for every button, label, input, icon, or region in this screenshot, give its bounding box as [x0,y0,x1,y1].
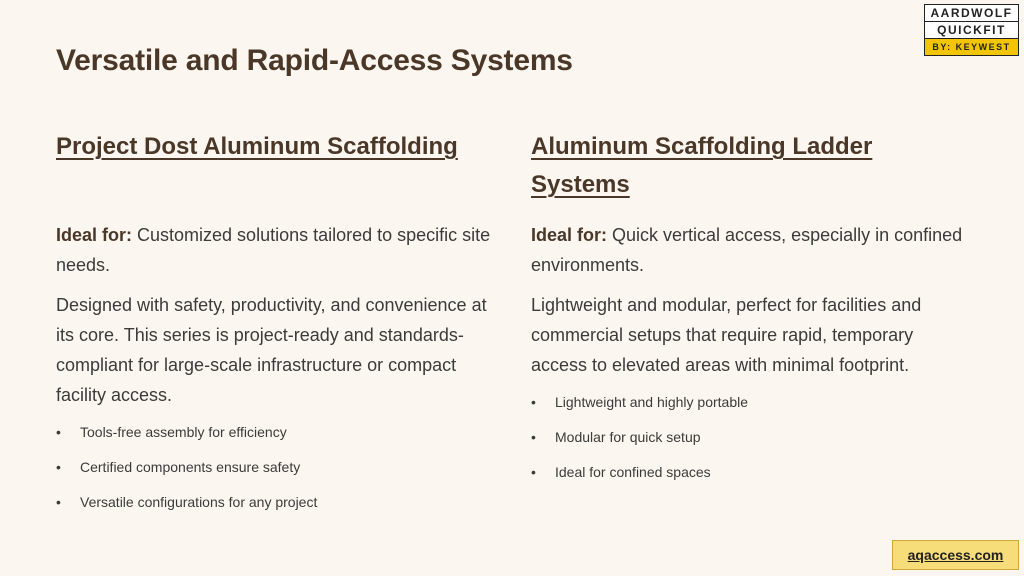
list-item-text: Ideal for confined spaces [555,464,711,480]
list-item-text: Versatile configurations for any project [80,494,318,510]
company-logo [924,4,1019,56]
right-ideal-text: Quick vertical access, especially in confined environments. [531,225,963,275]
list-item [531,392,971,412]
logo-line-1: AARDWOLF [925,5,1018,22]
logo-line-3: BY: KEYWEST [925,39,1018,55]
page-title: Versatile and Rapid-Access Systems [56,44,573,77]
website-link[interactable]: aqaccess.com [892,540,1019,570]
list-item-text: Modular for quick setup [555,429,701,445]
bullet-icon: • [531,429,536,445]
left-bullet-list [56,422,496,512]
left-ideal-label: Ideal for: [56,225,133,245]
bullet-icon: • [56,424,61,440]
logo-line-2: QUICKFIT [925,22,1018,39]
bullet-icon: • [56,494,61,510]
list-item [531,427,971,447]
left-ideal-for [56,220,496,280]
bullet-icon: • [531,394,536,410]
right-column [531,128,971,497]
right-description: Lightweight and modular, perfect for facilities and commercial setups that require rapid, temporary access to elevated areas with minimal footprint. [531,295,922,375]
left-description: Designed with safety, productivity, and convenience at its core. This series is project-ready and standards-compliant for large-scale infrastructure or compact facility access. [56,295,487,405]
left-ideal-text: Customized solutions tailored to specific site needs. [56,225,491,275]
right-ideal-for [531,220,971,280]
bullet-icon: • [56,459,61,475]
list-item-text: Tools-free assembly for efficiency [80,424,287,440]
right-bullet-list [531,392,971,482]
right-heading: Aluminum Scaffolding Ladder Systems [531,133,873,198]
list-item [56,422,496,442]
list-item-text: Certified components ensure safety [80,459,301,475]
left-column [56,128,496,527]
left-heading: Project Dost Aluminum Scaffolding [56,133,458,160]
right-ideal-label: Ideal for: [531,225,608,245]
list-item-text: Lightweight and highly portable [555,394,749,410]
list-item [56,492,496,512]
list-item [531,462,971,482]
bullet-icon: • [531,464,536,480]
list-item [56,457,496,477]
